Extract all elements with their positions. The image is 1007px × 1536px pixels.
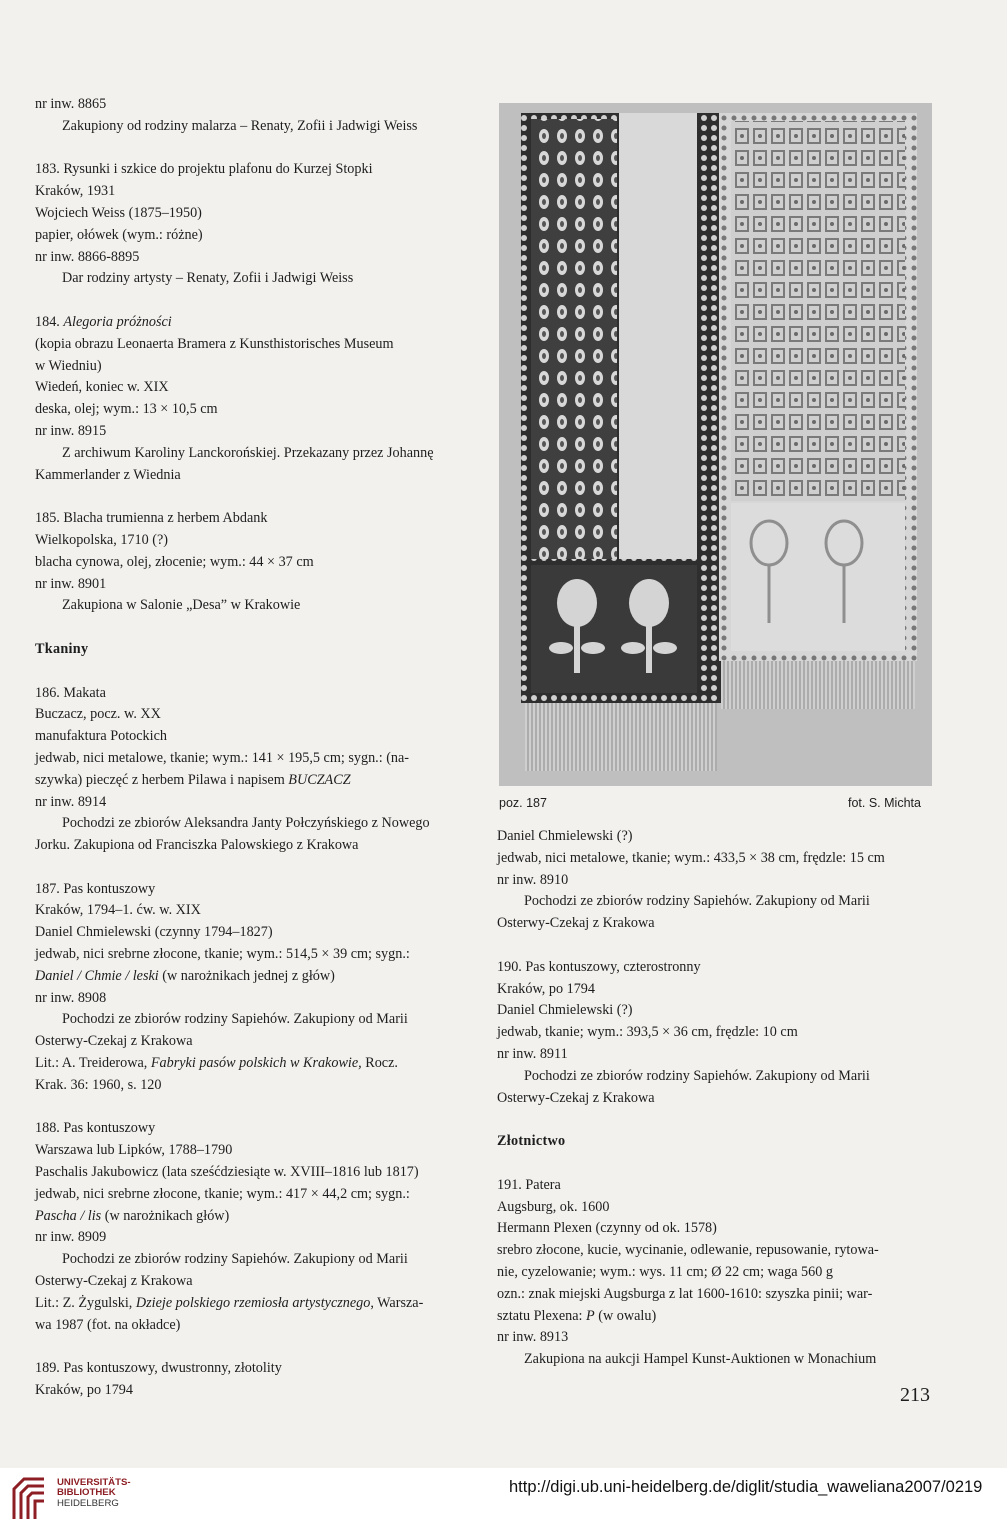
entry-186-signature [35,770,472,792]
entry-187-author: Daniel Chmielewski (czynny 1794–1827) [35,924,273,941]
entry-191-provenance: Zakupiona na aukcji Hampel Kunst-Auktionen w Monachium [524,1351,877,1368]
logo-mark-icon [10,1475,50,1523]
entry-185-place: Wielkopolska, 1710 (?) [35,531,168,548]
entry-183-title: 183. Rysunki i szkice do projektu plafonu do Kurzej Stopki [35,161,373,178]
entry-187-place: Kraków, 1794–1. ćw. w. XIX [35,902,201,919]
entry-190-provenance: Pochodzi ze zbiorów rodziny Sapiehów. Zakupiony od Marii [524,1067,870,1084]
entry-191-marks: ozn.: znak miejski Augsburga z lat 1600-1610: szyszka pinii; war- [497,1285,873,1302]
library-name-line3: HEIDELBERG [57,1497,119,1509]
library-name [57,1478,131,1509]
entry-190-place: Kraków, po 1794 [497,980,595,997]
entry-191-marks-italic: P [586,1307,595,1324]
entry-183-provenance: Dar rodziny artysty – Renaty, Zofii i Jadwigi Weiss [62,270,354,287]
entry-190-title: 190. Pas kontuszowy, czterostronny [497,958,701,975]
entry-183-inventory: nr inw. 8866-8895 [35,248,140,265]
entry-190-material: jedwab, tkanie; wym.: 393,5 × 36 cm, frędzle: 10 cm [497,1024,798,1041]
entry-188-material: jedwab, nici srebrne złocone, tkanie; wym.: 417 × 44,2 cm; sygn.: [35,1185,410,1202]
entry-186-inventory: nr inw. 8914 [35,793,107,810]
entry-190-inventory: nr inw. 8911 [497,1045,568,1062]
entry-187-title: 187. Pas kontuszowy [35,880,156,897]
entry-184-title [35,312,472,334]
entry-191-place: Augsburg, ok. 1600 [497,1198,610,1215]
entry-186-maker: manufaktura Potockich [35,728,167,745]
entry-191-marks-cont [497,1306,934,1328]
entry-187-lit-title: Fabryki pasów polskich w Krakowie, [150,1055,362,1072]
entry-188-place: Warszawa lub Lipków, 1788–1790 [35,1142,233,1159]
entry-183-material: papier, ołówek (wym.: różne) [35,226,203,243]
entry-184-provenance-cont: Kammerlander z Wiednia [35,466,181,483]
entry-189-inventory: nr inw. 8910 [497,871,569,888]
entry-187-literature-cont: Krak. 36: 1960, s. 120 [35,1076,162,1093]
entry-186-signature-text: szywka) pieczęć z herbem Pilawa i napisem [35,771,289,788]
entry-191-marks-text: sztatu Plexena: [497,1307,587,1324]
entry-188-signature-italic: Pascha / lis [35,1207,102,1224]
provenance: Zakupiony od rodziny malarza – Renaty, Zofii i Jadwigi Weiss [62,117,418,134]
entry-184-material: deska, olej; wym.: 13 × 10,5 cm [35,401,218,418]
entry-188-title: 188. Pas kontuszowy [35,1120,156,1137]
photo-kontusz-sashes [499,103,932,786]
left-column [35,94,472,1402]
entry-191-material-cont: nie, cyzelowanie; wym.: wys. 11 cm; Ø 22 cm; waga 560 g [497,1263,833,1280]
entry-191-author: Hermann Plexen (czynny od ok. 1578) [497,1220,717,1237]
entry-188-literature-cont: wa 1987 (fot. na okładce) [35,1316,181,1333]
entry-188-signature [35,1206,472,1228]
entry-187-inventory: nr inw. 8908 [35,989,107,1006]
entry-188-literature [35,1293,472,1315]
entry-188-provenance-cont: Osterwy-Czekaj z Krakowa [35,1273,193,1290]
entry-185-inventory: nr inw. 8901 [35,575,107,592]
entry-187-signature-text: (w narożnikach jednej z głów) [158,967,335,984]
entry-186-material: jedwab, nici metalowe, tkanie; wym.: 141 × 195,5 cm; sygn.: (na- [35,749,410,766]
section-heading-zlotnictwo: Złotnictwo [497,1133,566,1150]
source-url-link[interactable]: http://digi.ub.uni-heidelberg.de/diglit/studia_waweliana2007/0219 [509,1478,983,1496]
entry-185-material: blacha cynowa, olej, złocenie; wym.: 44 × 37 cm [35,553,314,570]
entry-187-lit-suffix: Rocz. [361,1055,398,1072]
entry-183-place: Kraków, 1931 [35,183,116,200]
page-number: 213 [900,1384,930,1406]
photo-credit: fot. S. Michta [848,796,921,810]
entry-188-signature-text: (w narożnikach głów) [101,1207,230,1224]
entry-189-author: Daniel Chmielewski (?) [497,828,633,844]
entry-187-material: jedwab, nici srebrne złocone, tkanie; wym.: 514,5 × 39 cm; sygn.: [35,946,410,963]
section-heading-tkaniny: Tkaniny [35,640,89,657]
entry-188-author: Paschalis Jakubowicz (lata sześćdziesiąte w. XVIII–1816 lub 1817) [35,1164,419,1181]
entry-184-inventory: nr inw. 8915 [35,422,107,439]
entry-189-title: 189. Pas kontuszowy, dwustronny, złotolity [35,1360,282,1377]
entry-186-title: 186. Makata [35,684,106,701]
entry-187-lit-prefix: Lit.: A. Treiderowa, [35,1055,151,1072]
entry-189-material: jedwab, nici metalowe, tkanie; wym.: 433,5 × 38 cm, frędzle: 15 cm [497,849,885,866]
photo-caption: poz. 187 [499,796,547,810]
entry-185-title: 185. Blacha trumienna z herbem Abdank [35,510,268,527]
library-name-line1: UNIVERSITÄTS- [57,1477,131,1488]
entry-187-provenance-cont: Osterwy-Czekaj z Krakowa [35,1033,193,1050]
entry-186-provenance: Pochodzi ze zbiorów Aleksandra Janty Połczyńskiego z Nowego [62,815,430,832]
entry-187-signature [35,966,472,988]
entry-184-note: (kopia obrazu Leonaerta Bramera z Kunsthistorisches Museum [35,335,394,352]
library-name-line2: BIBLIOTHEK [57,1487,116,1499]
entry-189-provenance: Pochodzi ze zbiorów rodziny Sapiehów. Zakupiony od Marii [524,893,870,910]
entry-184-provenance: Z archiwum Karoliny Lanckorońskiej. Przekazany przez Johannę [62,444,434,461]
entry-184-note-cont: w Wiedniu) [35,357,102,374]
entry-191-material: srebro złocone, kucie, wycinanie, odlewanie, repusowanie, rytowa- [497,1242,879,1259]
entry-187-literature [35,1053,472,1075]
entry-188-lit-suffix: , Warsza- [370,1294,424,1311]
entry-188-provenance: Pochodzi ze zbiorów rodziny Sapiehów. Zakupiony od Marii [62,1251,408,1268]
entry-191-title: 191. Patera [497,1176,561,1193]
entry-184-number: 184. [35,313,64,330]
entry-184-place: Wiedeń, koniec w. XIX [35,379,169,396]
entry-189-place: Kraków, po 1794 [35,1382,133,1399]
entry-190-provenance-cont: Osterwy-Czekaj z Krakowa [497,1089,655,1106]
entry-187-signature-italic: Daniel / Chmie / leski [35,967,159,984]
entry-189-provenance-cont: Osterwy-Czekaj z Krakowa [497,915,655,932]
right-column [497,826,934,1371]
entry-183-author: Wojciech Weiss (1875–1950) [35,204,202,221]
ub-heidelberg-logo-icon[interactable] [10,1475,50,1528]
entry-185-provenance: Zakupiona w Salonie „Desa” w Krakowie [62,597,301,614]
entry-187-provenance: Pochodzi ze zbiorów rodziny Sapiehów. Zakupiony od Marii [62,1011,408,1028]
entry-184-italic-title: Alegoria próżności [63,313,172,330]
entry-191-inventory: nr inw. 8913 [497,1329,569,1346]
entry-188-lit-title: Dzieje polskiego rzemiosła artystycznego [135,1294,371,1311]
entry-190-author: Daniel Chmielewski (?) [497,1002,633,1019]
entry-186-provenance-cont: Jorku. Zakupiona od Franciszka Palowskiego z Krakowa [35,837,359,854]
inventory-number: nr inw. 8865 [35,96,107,112]
entry-188-inventory: nr inw. 8909 [35,1229,107,1246]
entry-186-signature-italic: BUCZACZ [288,771,351,788]
sash-illustration [499,103,932,786]
entry-188-lit-prefix: Lit.: Z. Żygulski, [35,1294,136,1311]
entry-191-marks-suffix: (w owalu) [594,1307,657,1324]
entry-186-place: Buczacz, pocz. w. XX [35,706,161,723]
